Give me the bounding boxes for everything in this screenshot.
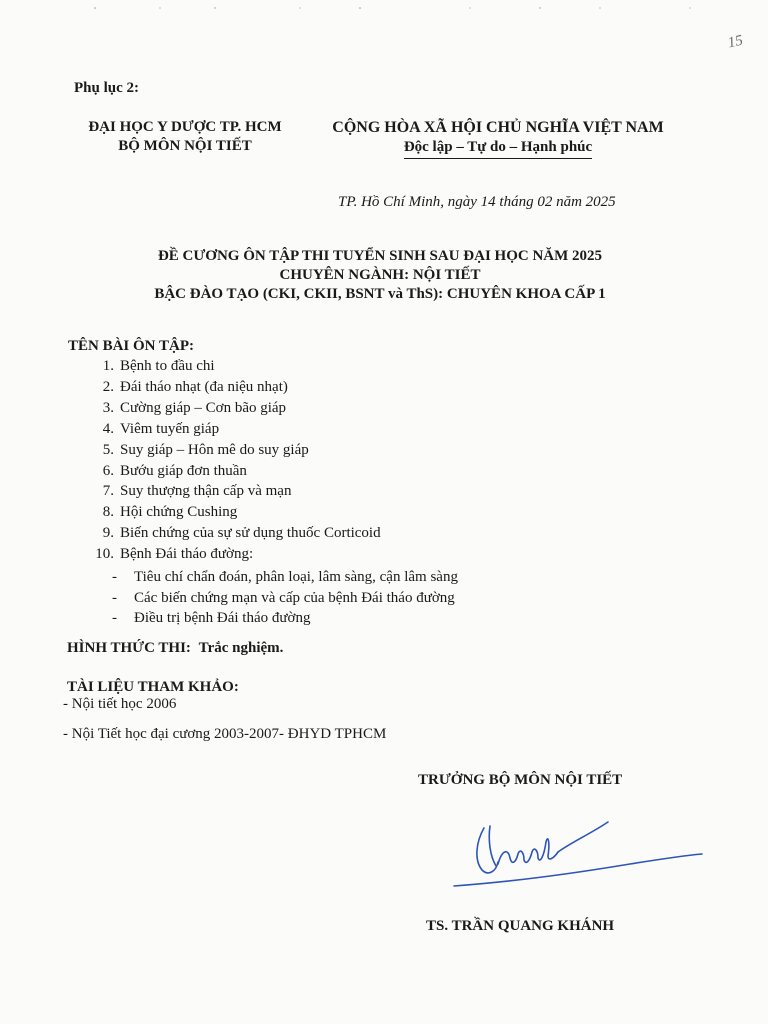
signer-name: TS. TRẦN QUANG KHÁNH — [426, 918, 615, 934]
national-title: CỘNG HÒA XÃ HỘI CHỦ NGHĨA VIỆT NAM — [332, 119, 664, 136]
head-of-department-title: TRƯỞNG BỘ MÔN NỘI TIẾT — [418, 772, 623, 788]
list-item: 4. Viêm tuyến giáp — [102, 420, 220, 437]
list-item: - Các biến chứng mạn và cấp của bệnh Đái tháo đường — [112, 589, 455, 606]
reference-item: - Nội tiết học 2006 — [63, 696, 177, 712]
national-header — [318, 118, 678, 159]
references-heading: TÀI LIỆU THAM KHẢO: — [67, 679, 239, 695]
institution-header — [70, 118, 300, 156]
list-item: 6. Bướu giáp đơn thuần — [102, 462, 247, 479]
department-name: BỘ MÔN NỘI TIẾT — [118, 138, 252, 154]
list-item: 9. Biến chứng của sự sử dụng thuốc Corticoid — [102, 525, 381, 542]
list-item: 5. Suy giáp – Hôn mê do suy giáp — [102, 441, 309, 458]
list-item: 7. Suy thượng thận cấp và mạn — [102, 483, 292, 500]
exam-format — [67, 640, 283, 657]
exam-format-value: Trắc nghiệm. — [198, 640, 284, 656]
list-item: 1. Bệnh to đầu chi — [102, 358, 215, 374]
handwritten-signature — [450, 812, 710, 892]
institution-name: ĐẠI HỌC Y DƯỢC TP. HCM — [88, 119, 282, 135]
exam-format-label: HÌNH THỨC THI: — [67, 640, 191, 656]
title-line-1: ĐỀ CƯƠNG ÔN TẬP THI TUYỂN SINH SAU ĐẠI HỌC NĂM 2025 — [157, 248, 603, 264]
national-motto: Độc lập – Tự do – Hạnh phúc — [404, 138, 592, 159]
list-item: 8. Hội chứng Cushing — [102, 504, 238, 521]
document-title — [60, 247, 700, 304]
list-item: 10. Bệnh Đái tháo đường: — [95, 546, 254, 563]
list-item: - Tiêu chí chẩn đoán, phân loại, lâm sàng, cận lâm sàng — [112, 569, 458, 585]
appendix-label: Phụ lục 2: — [74, 80, 140, 96]
list-item: - Điều trị bệnh Đái tháo đường — [112, 610, 311, 626]
date-line: TP. Hồ Chí Minh, ngày 14 tháng 02 năm 2025 — [338, 194, 616, 210]
title-line-3: BẬC ĐÀO TẠO (CKI, CKII, BSNT và ThS): CHUYÊN KHOA CẤP 1 — [154, 286, 606, 302]
topic-list — [90, 356, 381, 565]
page-number-mark: 15 — [726, 32, 745, 52]
list-item: 2. Đái tháo nhạt (đa niệu nhạt) — [102, 378, 288, 395]
list-item: 3. Cường giáp – Cơn bão giáp — [102, 399, 287, 416]
reference-item: - Nội Tiết học đại cương 2003-2007- ĐHYD TPHCM — [63, 726, 387, 742]
title-line-2: CHUYÊN NGÀNH: NỘI TIẾT — [279, 267, 481, 283]
diabetes-subtopic-list — [112, 567, 458, 629]
topics-heading: TÊN BÀI ÔN TẬP: — [68, 338, 194, 354]
scan-speckle — [0, 6, 768, 10]
